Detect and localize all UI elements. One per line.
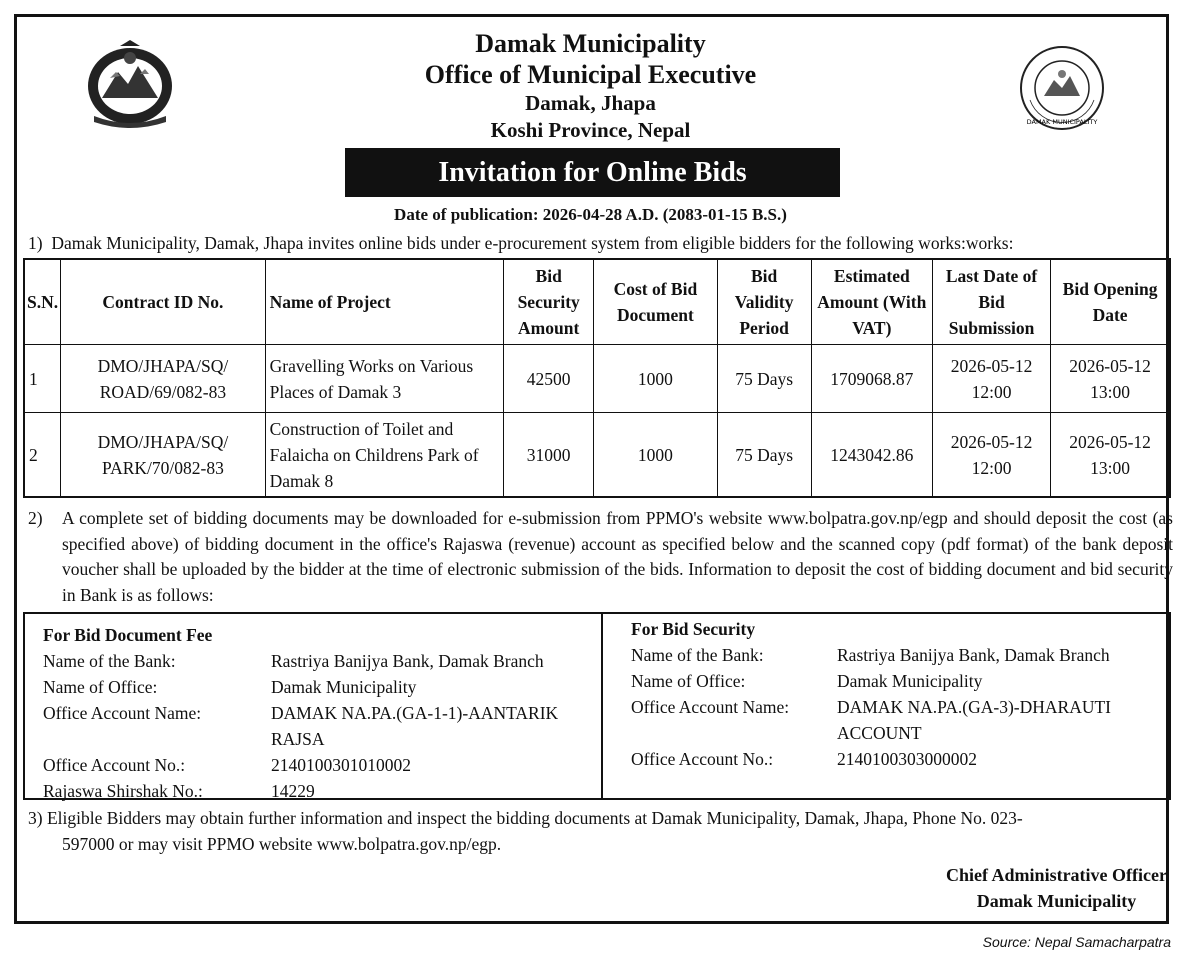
bank-row-label: Name of the Bank:: [631, 645, 764, 665]
paragraph-2: [28, 506, 1173, 608]
paragraph-3: [28, 806, 1173, 857]
cell-last-date: 2026-05-12 12:00: [932, 345, 1050, 413]
bank-row: [631, 694, 1169, 746]
office-location: Damak, Jhapa: [525, 91, 656, 115]
signatory-block: [946, 862, 1167, 914]
cell-opening: 2026-05-12 13:00: [1051, 413, 1170, 498]
office-name: Office of Municipal Executive: [424, 60, 757, 89]
cell-last-date: 2026-05-12 12:00: [932, 413, 1050, 498]
header-opening: Bid Opening Date: [1051, 259, 1170, 345]
paragraph-2-text: A complete set of bidding documents may be downloaded for e-submission from PPMO's website www.bolpatra.gov.np/egp and should deposit the cost (as specified above) of bidding document in the office's Rajaswa (revenue) account as specified below and the scanned copy (pdf format) of the bank deposit voucher shall be uploaded by the bidder at the time of electronic submission of the bids. Information to deposit the cost of bidding document and bid security in Bank is as follows:: [62, 508, 1173, 605]
bank-row-value: 14229: [271, 781, 315, 801]
header-bid-security: Bid Security Amount: [504, 259, 594, 345]
bank-row: [43, 700, 601, 752]
cell-validity: 75 Days: [717, 413, 811, 498]
cell-cost: 1000: [594, 345, 717, 413]
paragraph-2-number: 2): [28, 508, 43, 528]
bank-row: [631, 746, 1169, 772]
header-sn: S.N.: [24, 259, 61, 345]
paragraph-3-line-2: 597000 or may visit PPMO website www.bolpatra.gov.np/egp.: [62, 833, 502, 854]
municipality-name: Damak Municipality: [475, 29, 706, 58]
bid-document-fee-section: [25, 614, 603, 801]
header-project: Name of Project: [265, 259, 503, 345]
office-header: [0, 28, 1181, 144]
bank-row: [43, 778, 601, 804]
bank-row-label: Name of Office:: [631, 671, 746, 691]
header-contract-id: Contract ID No.: [61, 259, 265, 345]
cell-estimate: 1243042.86: [811, 413, 932, 498]
cell-estimate: 1709068.87: [811, 345, 932, 413]
cell-opening: 2026-05-12 13:00: [1051, 345, 1170, 413]
bank-row-value: Damak Municipality: [271, 677, 417, 697]
cell-bid-security: 42500: [504, 345, 594, 413]
bank-row-value: DAMAK NA.PA.(GA-1-1)-AANTARIK RAJSA: [271, 703, 559, 749]
emblem-text: DAMAK MUNICIPALITY: [1026, 118, 1098, 126]
header-estimate: Estimated Amount (With VAT): [811, 259, 932, 345]
table-row: [24, 345, 1170, 413]
signatory-office: Damak Municipality: [976, 891, 1137, 911]
bank-row-label: Office Account No.:: [631, 749, 774, 769]
bank-row-value: Rastriya Banijya Bank, Damak Branch: [837, 645, 1110, 665]
bids-table: [23, 258, 1171, 498]
bank-row: [43, 674, 601, 700]
cell-validity: 75 Days: [717, 345, 811, 413]
office-province: Koshi Province, Nepal: [490, 118, 691, 142]
cell-contract-id: DMO/JHAPA/SQ/ PARK/70/082-83: [61, 413, 265, 498]
bank-row-value: Rastriya Banijya Bank, Damak Branch: [271, 651, 544, 671]
cell-bid-security: 31000: [504, 413, 594, 498]
bank-row-value: DAMAK NA.PA.(GA-3)-DHARAUTI ACCOUNT: [837, 697, 1111, 743]
bid-security-section: [603, 614, 1169, 798]
bank-row-label: Office Account Name:: [43, 703, 202, 723]
header-last-date: Last Date of Bid Submission: [932, 259, 1050, 345]
cell-contract-id: DMO/JHAPA/SQ/ ROAD/69/082-83: [61, 345, 265, 413]
bank-row-value: 2140100301010002: [271, 755, 411, 775]
bank-row-label: Name of the Bank:: [43, 651, 176, 671]
cell-project: Gravelling Works on Various Places of Damak 3: [265, 345, 503, 413]
table-row: [24, 413, 1170, 498]
header-cost: Cost of Bid Document: [594, 259, 717, 345]
publication-date: Date of publication: 2026-04-28 A.D. (2083-01-15 B.S.): [394, 205, 787, 224]
bid-document-fee-title: For Bid Document Fee: [43, 625, 213, 645]
paragraph-3-line-1: 3) Eligible Bidders may obtain further information and inspect the bidding documents at Damak Municipality, Damak, Jhapa, Phone No. 023-: [28, 808, 1023, 828]
cell-project: Construction of Toilet and Falaicha on Childrens Park of Damak 8: [265, 413, 503, 498]
table-header-row: [24, 259, 1170, 345]
notice-title: Invitation for Online Bids: [345, 148, 840, 197]
bank-row-label: Office Account Name:: [631, 697, 790, 717]
bank-row-label: Office Account No.:: [43, 755, 186, 775]
bank-row: [43, 752, 601, 778]
signatory-title: Chief Administrative Officer: [946, 865, 1167, 885]
bank-details-box: [23, 612, 1171, 800]
cell-sn: 1: [24, 345, 61, 413]
bank-row-value: 2140100303000002: [837, 749, 977, 769]
bank-row: [43, 648, 601, 674]
bid-security-title: For Bid Security: [631, 619, 756, 639]
bank-row-label: Rajaswa Shirshak No.:: [43, 781, 203, 801]
cell-cost: 1000: [594, 413, 717, 498]
cell-sn: 2: [24, 413, 61, 498]
bank-row-value: Damak Municipality: [837, 671, 983, 691]
bank-row-label: Name of Office:: [43, 677, 158, 697]
bank-row: [631, 642, 1169, 668]
bank-row: [631, 668, 1169, 694]
paragraph-1: 1) Damak Municipality, Damak, Jhapa invites online bids under e-procurement system from eligible bidders for the following works:works:: [28, 233, 1014, 253]
header-validity: Bid Validity Period: [717, 259, 811, 345]
source-credit: Source: Nepal Samacharpatra: [982, 934, 1171, 950]
